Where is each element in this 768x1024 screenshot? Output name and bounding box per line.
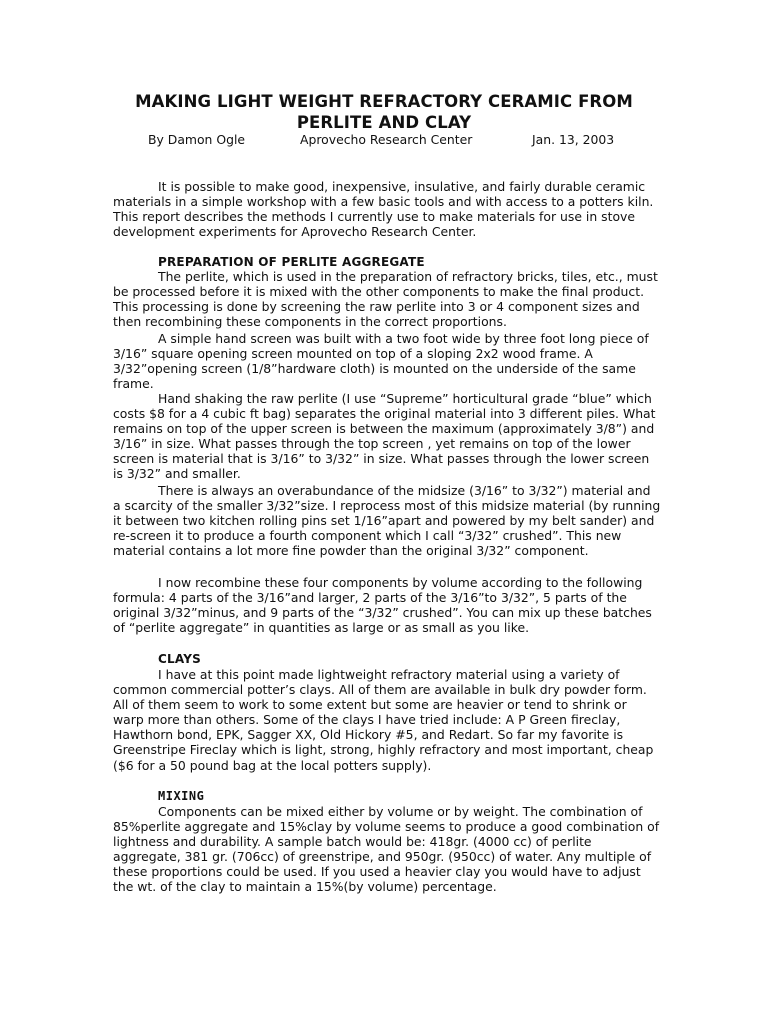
perlite-paragraph-4: There is always an overabundance of the midsize (3/16” to 3/32”) material and a scarcity of the smaller 3/32”size. I reprocess most of this midsize material (by running it between two kitchen rolling pins set 1/16”apart and powered by my belt sander) and re-screen it to produce a fourth component which I call “3/32” crushed”. This new material contains a lot more fine powder than the original 3/32” component. [113,483,661,559]
byline-organization: Aprovecho Research Center [300,132,473,147]
clays-paragraph-1: I have at this point made lightweight refractory material using a variety of common commercial potter’s clays. All of them are available in bulk dry powder form. All of them seem to work to some extent but some are heavier or tend to shrink or warp more than others. Some of the clays I have tried include: A P Green fireclay, Hawthorn bond, EPK, Sagger XX, Old Hickory #5, and Redart. So far my favorite is Greenstripe Fireclay which is light, strong, highly refractory and most important, cheap ($6 for a 50 pound bag at the local potters supply). [113,667,654,773]
section-heading-mixing: MIXING [158,789,205,803]
section-heading-clays: CLAYS [158,652,201,666]
section-heading-perlite: PREPARATION OF PERLITE AGGREGATE [158,255,425,269]
perlite-paragraph-1: The perlite, which is used in the preparation of refractory bricks, tiles, etc., must be processed before it is mixed with the other components to make the final product. This processing is done by screening the raw perlite into 3 or 4 component sizes and then recombining these components in the correct proportions. [113,269,658,330]
perlite-paragraph-2: A simple hand screen was built with a two foot wide by three foot long piece of 3/16” square opening screen mounted on top of a sloping 2x2 wood frame. A 3/32”opening screen (1/8”hardware cloth) is mounted on the underside of the same frame. [113,331,649,392]
intro-paragraph: It is possible to make good, inexpensive, insulative, and fairly durable ceramic materials in a simple workshop with a few basic tools and with access to a potters kiln. This report describes the methods I currently use to make materials for use in stove development experiments for Aprovecho Research Center. [113,179,654,240]
mixing-paragraph-1: Components can be mixed either by volume or by weight. The combination of 85%perlite aggregate and 15%clay by volume seems to produce a good combination of lightness and durability. A sample batch would be: 418gr. (4000 cc) of perlite aggregate, 381 gr. (706cc) of greenstripe, and 950gr. (950cc) of water. Any multiple of these proportions could be used. If you used a heavier clay you would have to adjust the wt. of the clay to maintain a 15%(by volume) percentage. [113,804,660,895]
byline-author: By Damon Ogle [148,132,246,147]
byline-date: Jan. 13, 2003 [532,132,615,147]
document-title: MAKING LIGHT WEIGHT REFRACTORY CERAMIC FROM PERLITE AND CLAY [135,92,633,132]
perlite-paragraph-3: Hand shaking the raw perlite (I use “Supreme” horticultural grade “blue” which costs $8 for a 4 cubic ft bag) separates the original material into 3 different piles. What remains on top of the upper screen is between the maximum (approximately 3/8”) and 3/16” in size. What passes through the top screen , yet remains on top of the lower screen is material that is 3/16” to 3/32” in size. What passes through the lower screen is 3/32” and smaller. [113,391,656,482]
perlite-paragraph-5: I now recombine these four components by volume according to the following formula: 4 parts of the 3/16”and larger, 2 parts of the 3/16”to 3/32”, 5 parts of the original 3/32”minus, and 9 parts of the “3/32” crushed”. You can mix up these batches of “perlite aggregate” in quantities as large or as small as you like. [113,575,652,636]
